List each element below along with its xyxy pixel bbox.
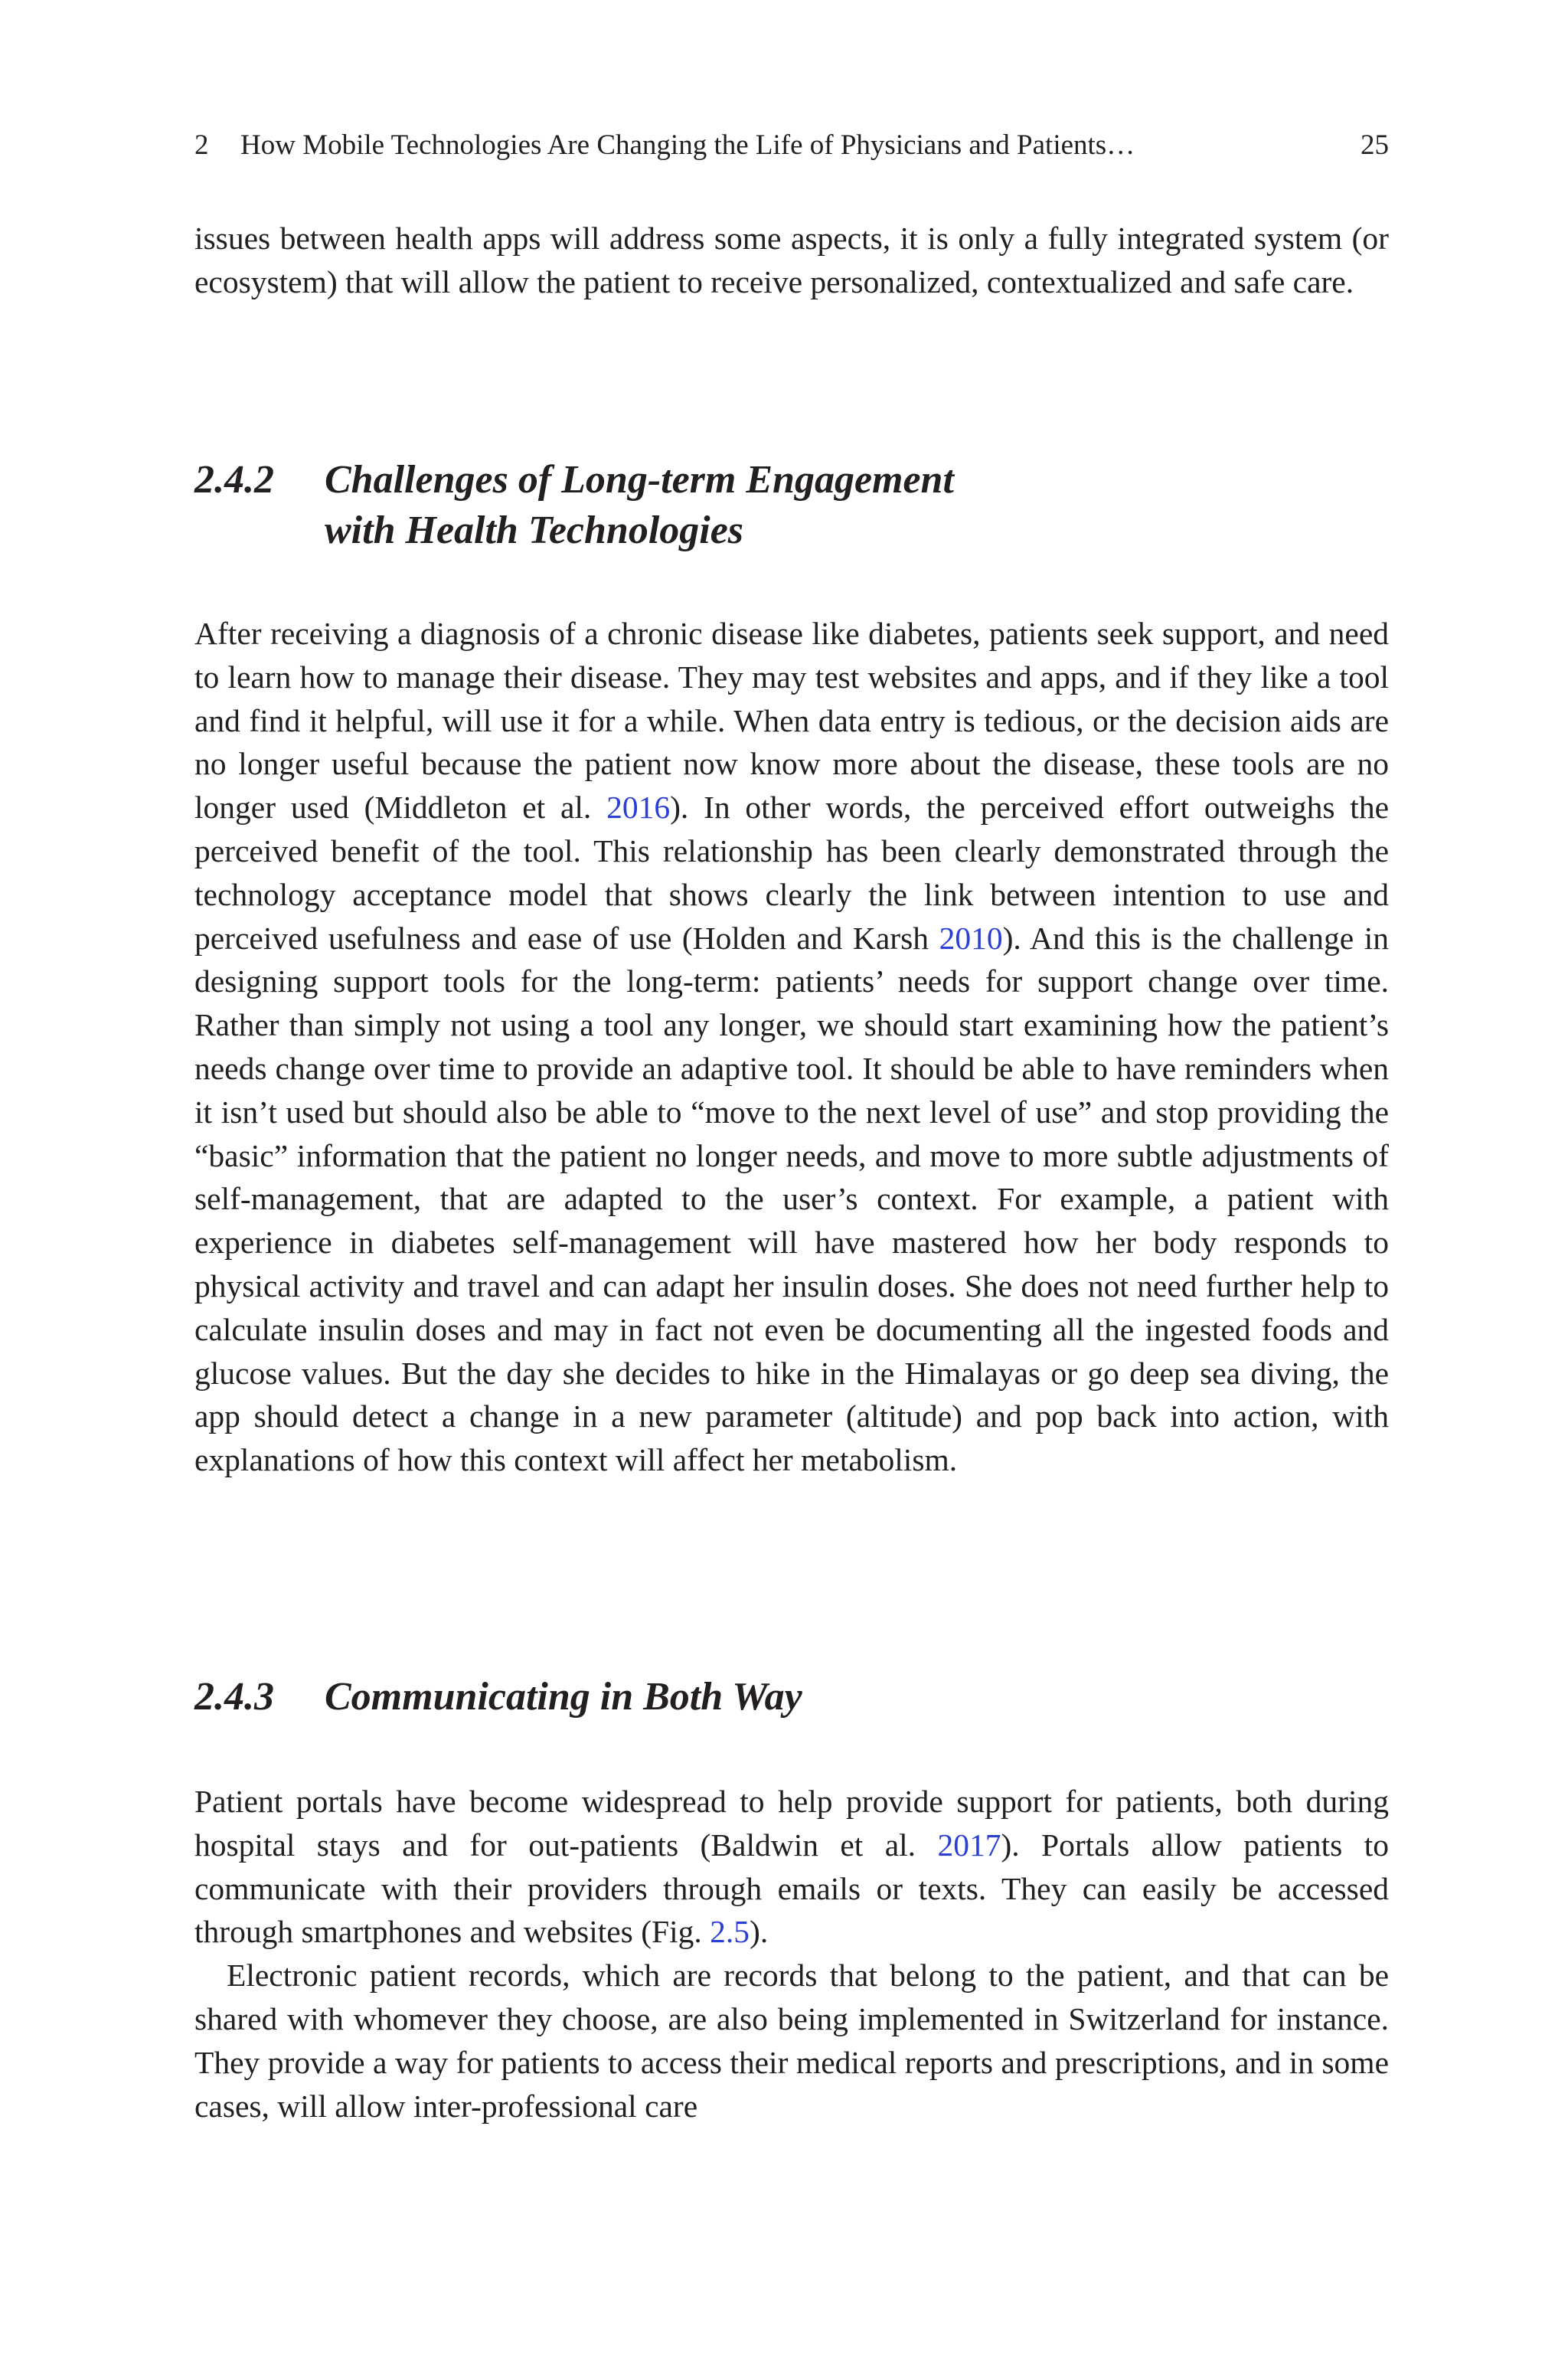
section-2-4-2-body [194, 612, 1389, 1482]
body-paragraph: Electronic patient records, which are records that belong to the patient, and that can be shared with whomever they choose, are also being implemented in Switzerland for instance. They provide a way for patients to access their medical reports and prescriptions, and in some cases, will allow inter-professional care [194, 1958, 1389, 2124]
body-paragraph [194, 612, 1389, 1482]
page-number: 25 [1361, 129, 1389, 161]
text-run: ). In other words, the perceived effort outweighs the perceived benefit of the tool. This relationship has been clearly demonstrated through the technology acceptance model that shows clearly the link between intention to use and perceived usefulness and ease of use (Holden and Karsh [194, 790, 1389, 956]
text-run: ). And this is the challenge in designing support tools for the long-term: patients’ needs for support change over time. Rather than simply not using a tool any longer, we should start examining how the patient’s needs change over time to provide an adaptive tool. It should be able to have reminders when it isn’t used but should also be able to “move to the next level of use” and stop providing the “basic” information that the patient no longer needs, and move to more subtle adjustments of self-management, that are adapted to the user’s context. For example, a patient with experience in diabetes self-management will have mastered how her body responds to physical activity and travel and can adapt her insulin doses. She does not need further help to calculate insulin doses and may in fact not even be documenting all the ingested foods and glucose values. But the day she decides to hike in the Himalayas or go deep sea diving, the app should detect a change in a new parameter (altitude) and pop back into action, with explanations of how this context will affect her metabolism. [194, 920, 1390, 1478]
intro-paragraph-block [194, 217, 1389, 304]
intro-paragraph: issues between health apps will address some aspects, it is only a fully integrated system (or ecosystem) that will allow the patient to receive personalized, contextualized and safe care. [194, 221, 1389, 299]
chapter-title: How Mobile Technologies Are Changing the Life of Physicians and Patients… [240, 129, 1135, 161]
text-run: ). Portals allow patients to communicate with their providers through emails or texts. They can easily be accessed through smartphones and websites (Fig. [194, 1827, 1389, 1950]
section-title-line-1: Challenges of Long-term Engagement [325, 458, 954, 502]
body-paragraph [194, 1780, 1389, 1954]
text-run: Patient portals have become widespread to help provide support for patients, both during hospital stays and for out-patients (Baldwin et al. [194, 1784, 1389, 1863]
text-run: After receiving a diagnosis of a chronic disease like diabetes, patients seek support, and need to learn how to manage their disease. They may test websites and apps, and if they like a tool and find it helpful, will use it for a while. When data entry is tedious, or the decision aids are no longer useful because the patient now know more about the disease, these tools are no longer used (Middleton et al. [194, 616, 1389, 826]
section-heading-2-4-3 [194, 1672, 1389, 1722]
chapter-number: 2 [194, 129, 209, 161]
section-heading-2-4-2 [194, 455, 1389, 556]
section-number: 2.4.2 [194, 458, 274, 502]
section-2-4-3-body [194, 1780, 1389, 2128]
citation-link[interactable]: 2010 [939, 920, 1003, 956]
text-run: ). [750, 1914, 769, 1950]
figure-link[interactable]: 2.5 [710, 1914, 750, 1950]
citation-link[interactable]: 2016 [606, 790, 671, 826]
section-number: 2.4.3 [194, 1675, 274, 1719]
citation-link[interactable]: 2017 [937, 1827, 1001, 1863]
section-title-line-2: with Health Technologies [325, 509, 744, 552]
section-title: Communicating in Both Way [325, 1675, 802, 1719]
